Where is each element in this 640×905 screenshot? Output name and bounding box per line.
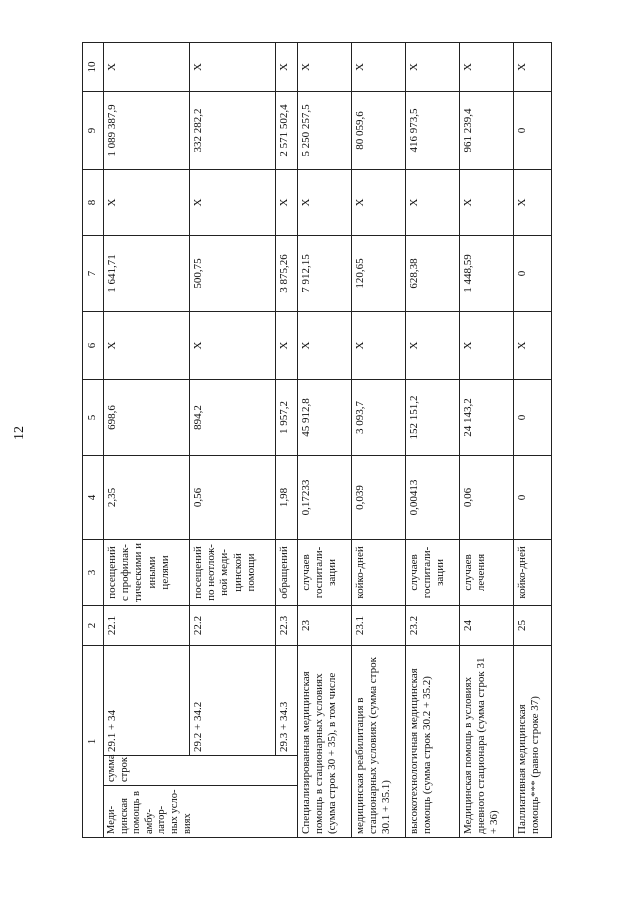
row-unit: случаев госпитали-зации (405, 539, 459, 605)
row-number: 23.1 (351, 605, 405, 645)
table-row (275, 42, 297, 837)
cell-col7: 628,38 (405, 235, 459, 311)
row-unit: койко-дней (351, 539, 405, 605)
cell-col6: X (297, 311, 351, 379)
cell-col7: 1 641,71 (104, 235, 190, 311)
cell-col4: 0,56 (189, 455, 275, 539)
cell-col9: 961 239,4 (459, 91, 513, 169)
cell-col5: 1 957,2 (275, 379, 297, 455)
row-label: Паллиативная медицинская помощь*** (равно строке 37) (513, 645, 551, 837)
row-label: Медицинская помощь в условиях дневного стационара (сумма строк 31 + 36) (459, 645, 513, 837)
cell-col7: 3 875,26 (275, 235, 297, 311)
table-row (297, 42, 351, 837)
row-label: высокотехнологичная медицинская помощь (сумма строк 30.2 + 35.2) (405, 645, 459, 837)
cell-col9: 416 973,5 (405, 91, 459, 169)
header-cell: 6 (83, 311, 104, 379)
header-row (83, 42, 104, 837)
row-unit: койко-дней (513, 539, 551, 605)
cell-col7: 120,65 (351, 235, 405, 311)
cell-col4: 1,98 (275, 455, 297, 539)
row-formula: 29.3 + 34.3 (275, 645, 297, 755)
row-number: 22.3 (275, 605, 297, 645)
cell-col9: 0 (513, 91, 551, 169)
cell-col4: 0 (513, 455, 551, 539)
row-formula: 29.1 + 34 (104, 645, 190, 755)
header-cell: 1 (83, 645, 104, 837)
cell-col9: 5 250 257,5 (297, 91, 351, 169)
cell-col4: 0,06 (459, 455, 513, 539)
row-number: 24 (459, 605, 513, 645)
row-number: 23 (297, 605, 351, 645)
cell-col6: X (351, 311, 405, 379)
cell-col8: X (513, 169, 551, 235)
data-table (82, 42, 552, 838)
page-number: 12 (12, 426, 27, 440)
cell-col6: X (275, 311, 297, 379)
cell-col7: 0 (513, 235, 551, 311)
cell-col8: X (189, 169, 275, 235)
cell-col6: X (459, 311, 513, 379)
cell-col10: X (405, 42, 459, 91)
cell-col5: 0 (513, 379, 551, 455)
row-number: 22.2 (189, 605, 275, 645)
cell-col6: X (104, 311, 190, 379)
group-sub-label: сумма строк (104, 756, 298, 786)
cell-col6: X (513, 311, 551, 379)
cell-col7: 500,75 (189, 235, 275, 311)
header-cell: 8 (83, 169, 104, 235)
row-unit: посещений по неотлож-ной меди-цинской помощи (189, 539, 275, 605)
row-formula: 29.2 + 34.2 (189, 645, 275, 755)
cell-col5: 698,6 (104, 379, 190, 455)
cell-col8: X (405, 169, 459, 235)
cell-col9: 1 089 387,9 (104, 91, 190, 169)
cell-col10: X (513, 42, 551, 91)
header-cell: 5 (83, 379, 104, 455)
table-row (513, 42, 551, 837)
cell-col9: 332 282,2 (189, 91, 275, 169)
cell-col9: 80 059,6 (351, 91, 405, 169)
cell-col4: 0,17233 (297, 455, 351, 539)
row-unit: посещений с профилак-тическими и иными целями (104, 539, 190, 605)
row-unit: случаев лечения (459, 539, 513, 605)
header-cell: 2 (83, 605, 104, 645)
cell-col6: X (405, 311, 459, 379)
cell-col4: 2,35 (104, 455, 190, 539)
cell-col8: X (459, 169, 513, 235)
cell-col5: 152 151,2 (405, 379, 459, 455)
table-row (351, 42, 405, 837)
cell-col10: X (275, 42, 297, 91)
row-number: 25 (513, 605, 551, 645)
cell-col10: X (351, 42, 405, 91)
cell-col7: 7 912,15 (297, 235, 351, 311)
cell-col5: 3 093,7 (351, 379, 405, 455)
cell-col8: X (275, 169, 297, 235)
cell-col5: 24 143,2 (459, 379, 513, 455)
row-label: Специализированная медицинская помощь в стационарных условиях (сумма строк 30 + 35), в том числе (297, 645, 351, 837)
header-cell: 10 (83, 42, 104, 91)
cell-col8: X (104, 169, 190, 235)
cell-col5: 894,2 (189, 379, 275, 455)
cell-col4: 0,039 (351, 455, 405, 539)
cell-col10: X (189, 42, 275, 91)
row-number: 22.1 (104, 605, 190, 645)
cell-col6: X (189, 311, 275, 379)
row-label: медицинская реабилитация в стационарных условиях (сумма строк 30.1 + 35.1) (351, 645, 405, 837)
row-unit: обращений (275, 539, 297, 605)
header-cell: 7 (83, 235, 104, 311)
table-row (189, 42, 275, 837)
cell-col9: 2 571 502,4 (275, 91, 297, 169)
cell-col8: X (297, 169, 351, 235)
group-label: Меди-цинская помощь в амбу-латор-ных усло-виях (104, 786, 298, 838)
header-cell: 3 (83, 539, 104, 605)
cell-col10: X (104, 42, 190, 91)
table-row (405, 42, 459, 837)
cell-col5: 45 912,8 (297, 379, 351, 455)
cell-col8: X (351, 169, 405, 235)
table-row (459, 42, 513, 837)
cell-col7: 1 448,59 (459, 235, 513, 311)
cell-col4: 0,00413 (405, 455, 459, 539)
header-cell: 4 (83, 455, 104, 539)
cell-col10: X (297, 42, 351, 91)
row-unit: случаев госпитали-зации (297, 539, 351, 605)
row-number: 23.2 (405, 605, 459, 645)
cell-col10: X (459, 42, 513, 91)
header-cell: 9 (83, 91, 104, 169)
table-row (104, 42, 190, 837)
table-wrap (82, 43, 552, 838)
